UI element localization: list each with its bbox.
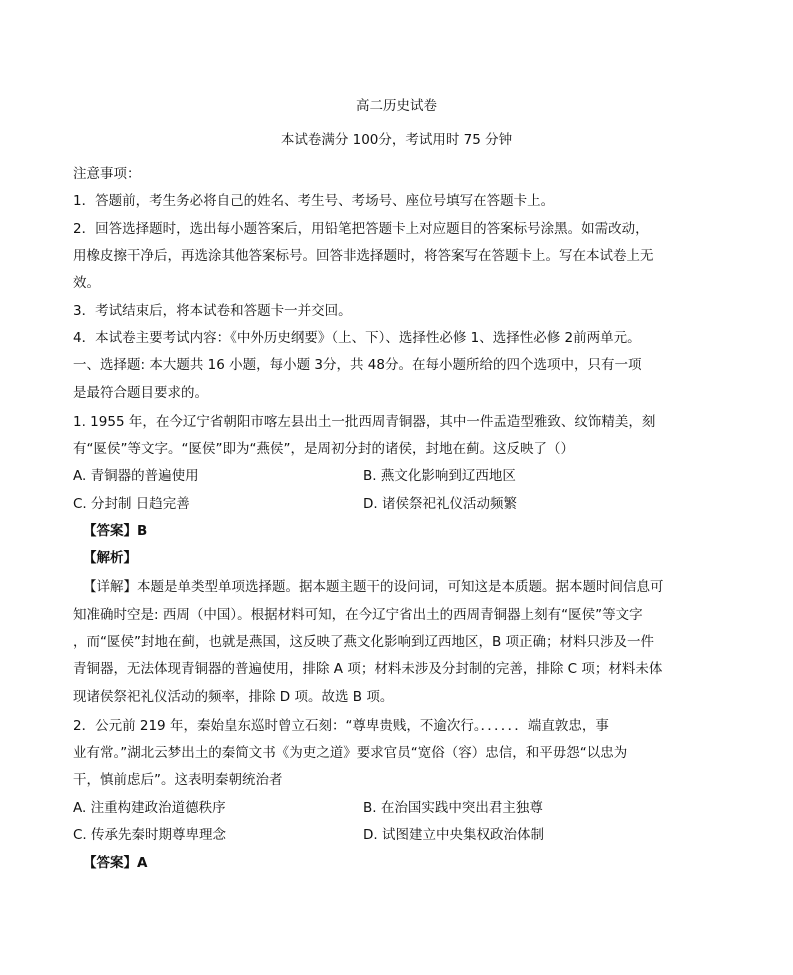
exam-subtitle: 本试卷满分 100分，考试用时 75 分钟	[280, 132, 513, 148]
notice-heading: 注意事项：	[73, 166, 141, 182]
exam-title: 高二历史试卷	[356, 98, 437, 114]
answer-label: 【答案】B	[83, 523, 148, 539]
notice-line: 4．本试卷主要考试内容：《中外历史纲要》（上、下）、选择性必修 1、选择性必修 2前两单元。	[73, 330, 641, 346]
analysis-heading: 【解析】	[83, 550, 137, 566]
analysis-line: 【详解】本题是单类型单项选择题。据本题主题干的设问词，可知这是本质题。据本题时间信息可	[83, 579, 664, 595]
section-line: 一、选择题: 本大题共 16 小题，每小题 3分，共 48分。在每小题所给的四个选项中，只有一项	[73, 357, 642, 373]
notice-line: 1．答题前，考生务必将自己的姓名、考生号、考场号、座位号填写在答题卡上。	[73, 193, 555, 209]
notice-line: 3．考试结束后，将本试卷和答题卡一并交回。	[73, 303, 352, 319]
notice-line: 用橡皮擦干净后，再选涂其他答案标号。回答非选择题时，将答案写在答题卡上。写在本试卷上无	[73, 248, 654, 264]
option-c: C. 分封制 日趋完善	[73, 496, 190, 512]
answer-label: 【答案】A	[83, 855, 148, 871]
question-stem-line: 2．公元前 219 年，秦始皇东巡时曾立石刻：“尊卑贵贱，不逾次行。．．．．．．端直敦忠，事	[73, 718, 609, 734]
option-c: C. 传承先秦时期尊卑理念	[73, 827, 227, 843]
option-b: B. 燕文化影响到辽西地区	[363, 468, 516, 484]
option-b: B. 在治国实践中突出君主独尊	[363, 800, 543, 816]
notice-line: 效。	[73, 275, 100, 291]
option-d: D. 试图建立中央集权政治体制	[363, 827, 544, 843]
analysis-line: ，而“匽侯”封地在蓟，也就是燕国，这反映了燕文化影响到辽西地区，B 项正确；材料只涉及一件	[73, 634, 655, 650]
option-d: D. 诸侯祭祀礼仪活动频繁	[363, 496, 517, 512]
option-a: A. 注重构建政治道德秩序	[73, 800, 226, 816]
analysis-line: 现诸侯祭祀礼仪活动的频率，排除 D 项。故选 B 项。	[73, 689, 394, 705]
analysis-line: 知准确时空是: 西周（中国）。根据材料可知，在今辽宁省出土的西周青铜器上刻有“匽侯”等文字	[73, 607, 643, 623]
question-stem-line: 有“匽侯”等文字。“匽侯”即为“燕侯”，是周初分封的诸侯，封地在蓟。这反映了（）	[73, 441, 574, 457]
option-a: A. 青铜器的普遍使用	[73, 468, 199, 484]
notice-line: 2．回答选择题时，选出每小题答案后，用铅笔把答题卡上对应题目的答案标号涂黑。如需改动，	[73, 221, 649, 237]
question-stem-line: 干，慎前虑后”。这表明秦朝统治者	[73, 772, 283, 788]
section-line: 是最符合题目要求的。	[73, 385, 208, 401]
analysis-line: 青铜器，无法体现青铜器的普遍使用，排除 A 项；材料未涉及分封制的完善，排除 C 项；材料未体	[73, 661, 663, 677]
question-stem-line: 1. 1955 年，在今辽宁省朝阳市喀左县出土一批西周青铜器，其中一件盂造型雅致、纹饰精美，刻	[73, 414, 656, 430]
question-stem-line: 业有常。”湖北云梦出土的秦简文书《为吏之道》要求官员“宽俗（容）忠信，和平毋怨“以忠为	[73, 745, 628, 761]
